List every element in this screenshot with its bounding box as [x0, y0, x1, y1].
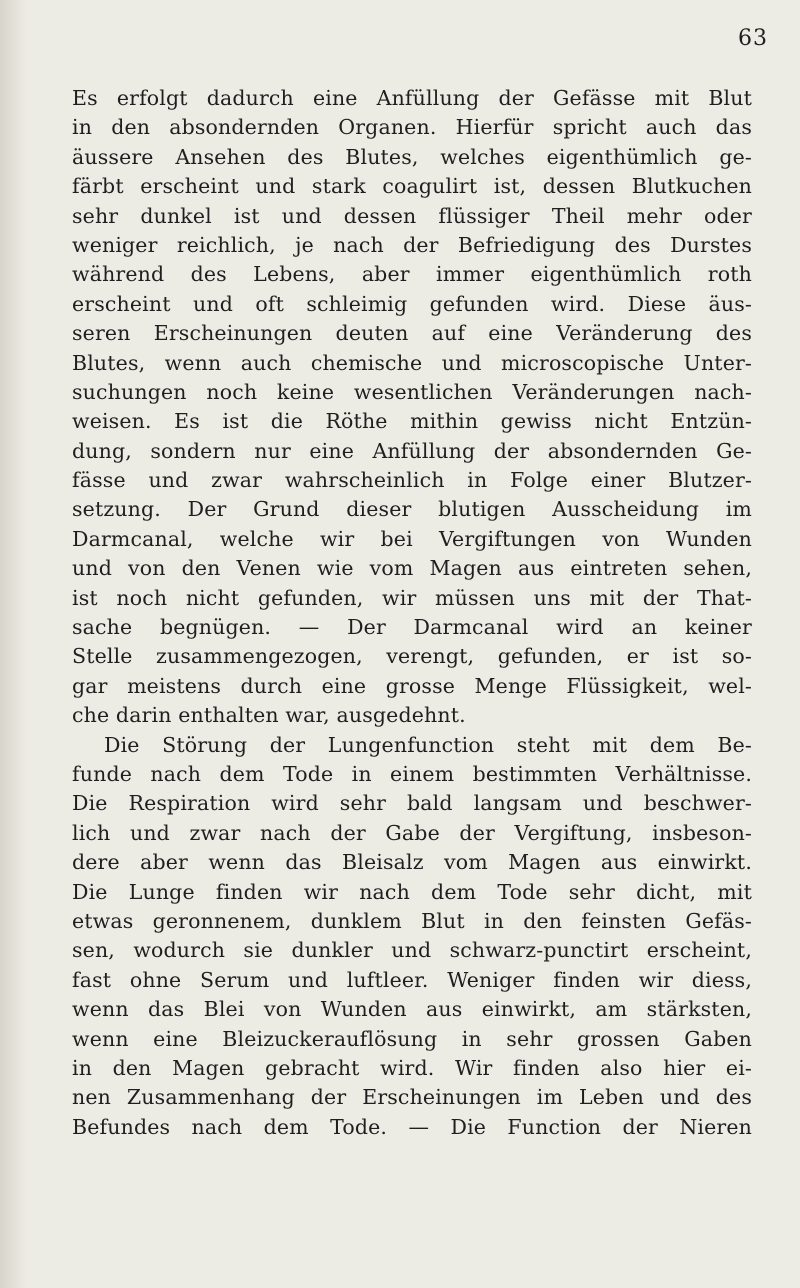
text-line: Blutes, wenn auch chemische und microscopische Unter- — [72, 350, 752, 375]
text-line: funde nach dem Tode in einem bestimmten Verhältnisse. — [72, 761, 752, 786]
text-line: Stelle zusammengezogen, verengt, gefunden, er ist so- — [72, 644, 752, 669]
text-line: dere aber wenn das Bleisalz vom Magen aus einwirkt. — [72, 850, 752, 875]
text-line: dung, sondern nur eine Anfüllung der absondernden Ge- — [72, 438, 752, 463]
text-line: äussere Ansehen des Blutes, welches eigenthümlich ge- — [72, 144, 752, 169]
text-line: nen Zusammenhang der Erscheinungen im Leben und des — [72, 1085, 752, 1110]
text-line: sehr dunkel ist und dessen flüssiger Theil mehr oder — [72, 203, 752, 228]
text-line: in den Magen gebracht wird. Wir finden also hier ei- — [72, 1055, 752, 1080]
text-line: gar meistens durch eine grosse Menge Flüssigkeit, wel- — [72, 673, 752, 698]
text-line: erscheint und oft schleimig gefunden wird. Diese äus- — [72, 291, 752, 316]
text-line: sache begnügen. — Der Darmcanal wird an keiner — [72, 615, 752, 640]
text-line-paragraph-start: Die Störung der Lungenfunction steht mit dem Be- — [104, 732, 752, 757]
text-line: Befundes nach dem Tode. — Die Function der Nieren — [72, 1114, 752, 1139]
text-line: Die Lunge finden wir nach dem Tode sehr dicht, mit — [72, 879, 752, 904]
text-line: etwas geronnenem, dunklem Blut in den feinsten Gefäs- — [72, 908, 752, 933]
text-line-paragraph-end: che darin enthalten war, ausgedehnt. — [72, 703, 466, 728]
text-line: Die Respiration wird sehr bald langsam und beschwer- — [72, 791, 752, 816]
text-line: Darmcanal, welche wir bei Vergiftungen von Wunden — [72, 526, 752, 551]
text-line: färbt erscheint und stark coagulirt ist, dessen Blutkuchen — [72, 174, 752, 199]
body-text — [72, 84, 752, 1142]
text-line: fässe und zwar wahrscheinlich in Folge einer Blutzer- — [72, 468, 752, 493]
text-line: und von den Venen wie vom Magen aus eintreten sehen, — [72, 556, 752, 581]
text-line: seren Erscheinungen deuten auf eine Veränderung des — [72, 321, 752, 346]
text-line: weisen. Es ist die Röthe mithin gewiss nicht Entzün- — [72, 409, 752, 434]
text-line: Es erfolgt dadurch eine Anfüllung der Gefässe mit Blut — [72, 86, 752, 110]
text-line: während des Lebens, aber immer eigenthümlich roth — [72, 262, 752, 287]
page-edge-shadow — [0, 0, 26, 1288]
text-line: wenn das Blei von Wunden aus einwirkt, am stärksten, — [72, 997, 752, 1022]
text-line: ist noch nicht gefunden, wir müssen uns mit der That- — [72, 585, 752, 610]
text-line: weniger reichlich, je nach der Befriedigung des Durstes — [72, 232, 752, 257]
text-line: in den absondernden Organen. Hierfür spricht auch das — [72, 115, 752, 140]
text-line: lich und zwar nach der Gabe der Vergiftung, insbeson- — [72, 820, 752, 845]
text-line: suchungen noch keine wesentlichen Veränderungen nach- — [72, 379, 752, 404]
text-line: sen, wodurch sie dunkler und schwarz-punctirt erscheint, — [72, 938, 752, 963]
text-line: setzung. Der Grund dieser blutigen Ausscheidung im — [72, 497, 752, 522]
text-line: wenn eine Bleizuckerauflösung in sehr grossen Gaben — [72, 1026, 752, 1051]
page-number: 63 — [738, 26, 768, 51]
text-line: fast ohne Serum und luftleer. Weniger finden wir diess, — [72, 967, 752, 992]
